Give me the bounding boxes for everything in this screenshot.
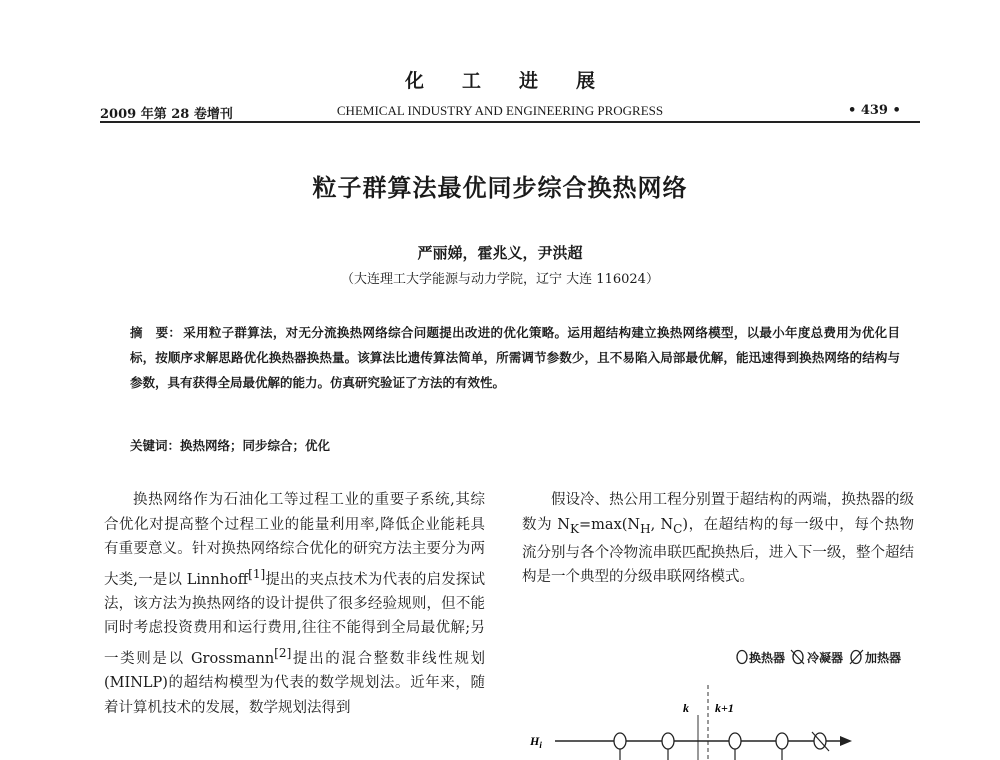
arrow-right-icon <box>840 736 852 746</box>
keywords-label: 关键词： <box>130 438 181 453</box>
body-text: 提出的混合整数非线性规划(MINLP)的超结构模型为代表的数学规划法。近年来，随着计算机技术的发展，数学规划法得到 <box>104 650 485 716</box>
header-rule <box>100 121 920 123</box>
legend-condenser-label: 冷凝器 <box>807 650 844 665</box>
journal-title-en: CHEMICAL INDUSTRY AND ENGINEERING PROGRESS <box>336 103 664 118</box>
stage-label-k: k <box>683 701 689 715</box>
abstract <box>130 320 900 395</box>
body-text: , N <box>650 516 674 533</box>
body-text: 换热网络作为石油化工等过程工业的重要子系统,其综合优化对提高整个过程工业的能量利用率,降低企业能耗具有重要意义。针对换热网络综合优化的研究方法主要分为两大类,一是以 Linnhoff <box>104 492 485 588</box>
article-title: 粒子群算法最优同步综合换热网络 <box>312 174 688 202</box>
article-affiliation: （大连理工大学能源与动力学院，辽宁 大连 116024） <box>341 272 659 287</box>
exchanger-icon <box>735 649 749 665</box>
page-number: • 439 • <box>848 103 901 118</box>
issue-label: 2009 年第 28 卷增刊 <box>100 107 233 122</box>
exchanger-icon <box>614 733 626 749</box>
subscript: H <box>640 521 651 536</box>
body-text: )，在超结构的每一级中，每个热物流分别与各个冷物流串联匹配换热后，进入下一级，整个超结构是一个典型的分级串联网络模式。 <box>522 516 915 586</box>
heater-icon <box>847 648 865 666</box>
legend-heater <box>847 648 901 666</box>
citation-ref[interactable]: [2] <box>274 645 292 660</box>
subscript: K <box>570 521 580 536</box>
legend-exchanger <box>735 649 785 666</box>
body-text: 假设冷、热公用工程分别置于超结构的两端，换热器的级数为 N <box>522 492 914 533</box>
citation-ref[interactable]: [1] <box>248 566 266 581</box>
condenser-icon <box>789 648 807 666</box>
exchanger-icon <box>729 733 741 749</box>
subscript: C <box>673 521 683 536</box>
stage-label-k1: k+1 <box>715 701 734 715</box>
superstructure-diagram <box>520 675 940 760</box>
figure-legend <box>735 648 901 666</box>
legend-condenser <box>789 648 843 666</box>
exchanger-icon <box>776 733 788 749</box>
exchanger-icon <box>662 733 674 749</box>
legend-exchanger-label: 换热器 <box>749 650 786 665</box>
abstract-text: 采用粒子群算法，对无分流换热网络综合问题提出改进的优化策略。运用超结构建立换热网络模型，以最小年度总费用为优化目标，按顺序求解思路优化换热器换热量。该算法比遗传算法简单，所需调节参数少，且不易陷入局部最优解，能迅速得到换热网络的结构与参数，具有获得全局最优解的能力。仿真研究验证了方法的有效性。 <box>130 325 900 390</box>
legend-heater-label: 加热器 <box>865 650 902 665</box>
body-text: =max(N <box>579 516 641 533</box>
abstract-label: 摘 要： <box>130 325 182 340</box>
article-authors: 严丽娣，霍兆义，尹洪超 <box>417 244 583 262</box>
body-text: 提出的夹点技术为代表的启发探试法，该方法为换热网络的设计提供了很多经验规则，但不能同时考虑投资费用和运行费用,往往不能得到全局最优解;另一类则是以 Grossmann <box>104 571 485 667</box>
journal-title-cn: 化工进展 <box>404 70 633 92</box>
body-column-right <box>522 488 914 590</box>
stream-label: $H_i$ <box>530 734 542 750</box>
body-column-left <box>104 488 485 720</box>
keywords <box>130 436 900 454</box>
keywords-text: 换热网络；同步综合；优化 <box>180 438 331 453</box>
